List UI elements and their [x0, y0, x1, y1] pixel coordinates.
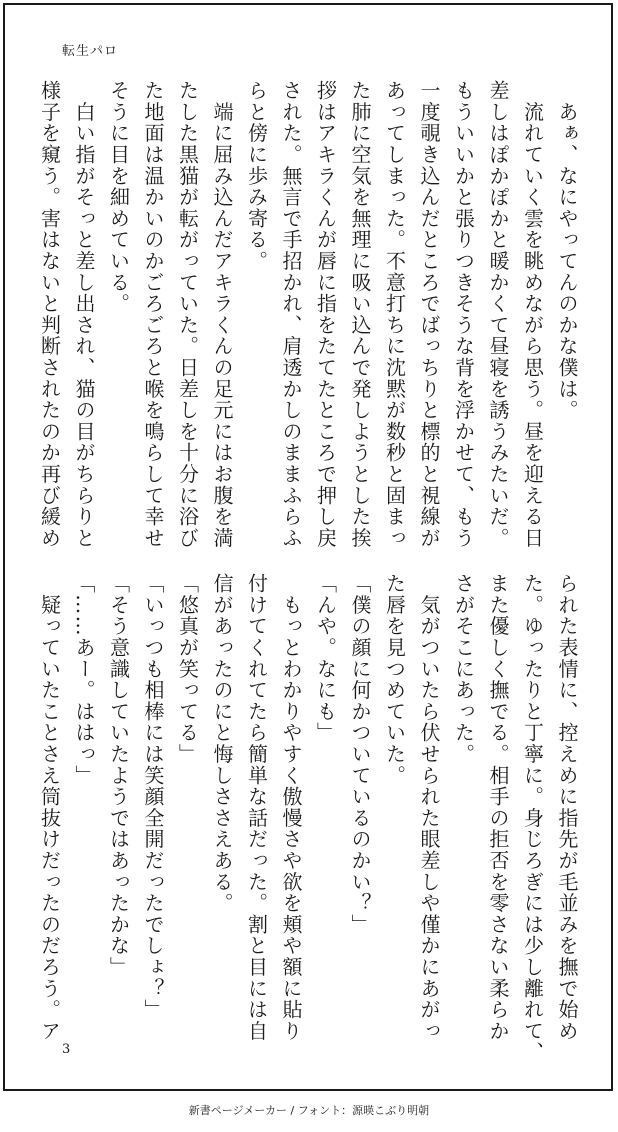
text-line: た地面は温かいのかごろごろと喉を鳴らして幸せ	[141, 80, 165, 549]
text-line: 疑っていたことさえ筒抜けだったのだろう。ア	[37, 573, 62, 1042]
text-line: 拶はアキラくんが唇に指をたてたところで押し戻	[313, 80, 338, 549]
text-line: 一度覗き込んだところでばっちりと標的と視線が	[417, 80, 441, 549]
text-line: 付けてくれてたら簡単な話だった。割と目には自	[244, 573, 269, 1042]
text-line: 「んや。なにも」	[313, 573, 338, 744]
text-line: 「そう意識していたようではあったかな」	[106, 573, 131, 978]
text-line: 気がついたら伏せられた眼差しや僅かにあがっ	[417, 573, 441, 1042]
text-line: された。無言で手招かれ、肩透かしのままふらふ	[279, 80, 303, 549]
text-line: た肺に空気を無理に吸い込んで発しようとした挨	[348, 80, 372, 549]
text-line: たした黒猫が転がっていた。日差しを十分に浴び	[175, 80, 200, 549]
text-line: 差しはぽかぽかと暖かくて昼寝を誘うみたいだ。	[486, 80, 510, 549]
text-line: た。ゆったりと丁寧に。身じろぎには少し離れて、	[520, 573, 545, 1063]
text-line: られた表情に、控えめに指先が毛並みを撫で始め	[555, 573, 579, 1042]
text-line: 様子を窺う。害はないと判断されたのか再び緩め	[37, 80, 62, 549]
text-line: そうに目を細めている。	[106, 80, 131, 315]
page-frame	[3, 3, 613, 1091]
text-line: あぁ、なにやってんのかな僕は。	[555, 80, 579, 421]
footer-credit: 新書ページメーカー / フォント：源暎こぶり明朝	[188, 1104, 430, 1117]
page-number: 3	[62, 1042, 71, 1057]
text-line: 「僕の顔に何かついているのかい？」	[348, 573, 372, 936]
text-line: 「悠真が笑ってる」	[175, 573, 200, 765]
text-line: もういいかと張りつきそうな背を浮かせて、もう	[451, 80, 476, 549]
text-line: あってしまった。不意打ちに沈黙が数秒と固まっ	[382, 80, 407, 549]
text-line: 端に屈み込んだアキラくんの足元にはお腹を満	[210, 80, 234, 549]
text-line: 「いっつも相棒には笑顔全開だったでしょ？」	[141, 573, 165, 1021]
running-title: 転生パロ	[62, 44, 119, 59]
text-line: さがそこにあった。	[451, 573, 476, 765]
text-block-bottom	[37, 573, 584, 1063]
text-block-top	[37, 80, 584, 549]
text-line: もっとわかりやすく傲慢さや欲を頬や額に貼り	[279, 573, 303, 1042]
text-line: 白い指がそっと差し出され、猫の目がちらりと	[72, 80, 96, 549]
text-line: らと傍に歩み寄る。	[244, 80, 269, 272]
text-line: 信があったのにと悔しささえある。	[210, 573, 234, 914]
text-line: また優しく撫でる。相手の拒否を零さない柔らか	[486, 573, 510, 1042]
text-line: 「……あー。ははっ」	[72, 573, 96, 786]
text-line: た唇を見つめていた。	[382, 573, 407, 786]
text-line: 流れていく雲を眺めながら思う。昼を迎える日	[520, 80, 545, 549]
